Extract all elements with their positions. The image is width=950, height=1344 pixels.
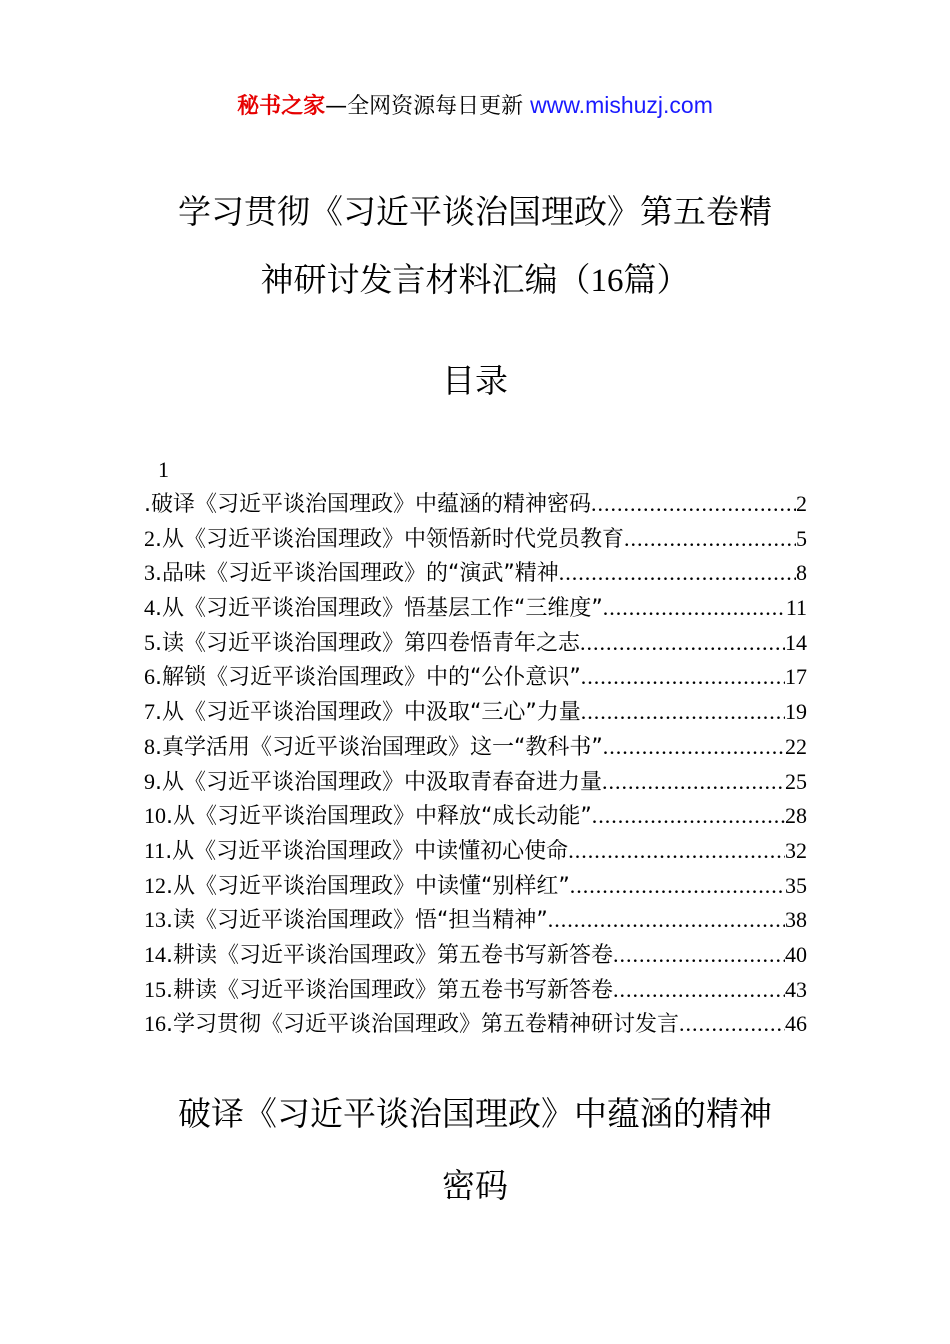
toc-entry-page: 25 bbox=[785, 768, 807, 794]
toc-entry[interactable] bbox=[144, 973, 807, 1008]
site-banner bbox=[0, 88, 950, 124]
toc-entry-title bbox=[144, 695, 581, 730]
toc-entry-page: 38 bbox=[785, 907, 807, 933]
toc-entry[interactable] bbox=[144, 765, 807, 800]
toc-entry-number: 8 bbox=[144, 733, 155, 759]
toc-entry-page: 17 bbox=[785, 664, 807, 690]
toc-entry-title bbox=[144, 938, 613, 973]
section-title-line-2: 密码 bbox=[442, 1166, 508, 1205]
toc-leader-dots bbox=[559, 556, 796, 591]
toc-entry-number: 12 bbox=[144, 872, 166, 898]
toc-entry-text: .耕读《习近平谈治国理政》第五卷书写新答卷 bbox=[166, 977, 613, 1003]
toc-entry[interactable] bbox=[144, 626, 807, 661]
toc-entry-text: .从《习近平谈治国理政》中读懂初心使命 bbox=[165, 838, 569, 864]
toc-entry-page: 14 bbox=[785, 629, 807, 655]
toc-entry-text: .耕读《习近平谈治国理政》第五卷书写新答卷 bbox=[166, 942, 613, 968]
toc-entry-page: 35 bbox=[785, 872, 807, 898]
toc-entry-title bbox=[144, 660, 581, 695]
toc-entry-title bbox=[144, 799, 592, 834]
toc-entry-title bbox=[144, 556, 559, 591]
toc-entry-text: .从《习近平谈治国理政》悟基层工作“三维度” bbox=[155, 596, 603, 622]
toc-entry-text: .读《习近平谈治国理政》悟“担当精神” bbox=[166, 908, 548, 934]
document-title bbox=[0, 178, 950, 315]
document-title-count: 16 bbox=[590, 263, 624, 299]
toc-first-number: 1 bbox=[158, 457, 169, 482]
toc-entry-number: 6 bbox=[144, 664, 155, 690]
toc-leader-dots bbox=[581, 695, 785, 730]
toc-entry-text: .学习贯彻《习近平谈治国理政》第五卷精神研讨发言 bbox=[166, 1012, 679, 1038]
brand-name: 秘书之家 bbox=[237, 94, 326, 119]
toc-entry[interactable] bbox=[144, 591, 807, 626]
toc-entry-page: 19 bbox=[785, 699, 807, 725]
toc-entry-page: 8 bbox=[796, 560, 807, 586]
toc-entry-text: .解锁《习近平谈治国理政》中的“公仆意识” bbox=[155, 665, 581, 691]
toc-leader-dots bbox=[679, 1007, 785, 1042]
site-url-link[interactable]: www.mishuzj.com bbox=[530, 92, 713, 118]
toc-entry-number: 10 bbox=[144, 803, 166, 829]
toc-entry[interactable] bbox=[144, 834, 807, 869]
toc-entry[interactable] bbox=[144, 522, 807, 557]
document-title-line-1: 学习贯彻《习近平谈治国理政》第五卷精 bbox=[178, 192, 772, 231]
toc-leader-dots bbox=[592, 799, 785, 834]
toc-entry[interactable] bbox=[144, 660, 807, 695]
document-title-line-2-text: 神研讨发言材料汇编（ bbox=[260, 260, 591, 299]
toc-entry-number: 11 bbox=[144, 837, 166, 863]
toc-entry-number: 16 bbox=[144, 1011, 166, 1037]
toc-entry-page: 2 bbox=[796, 491, 807, 516]
toc-leader-dots bbox=[613, 973, 785, 1008]
toc-entry-text: .从《习近平谈治国理政》中释放“成长动能” bbox=[166, 804, 592, 830]
toc-entry-number: 14 bbox=[144, 941, 166, 967]
toc-entry-number: 15 bbox=[144, 976, 166, 1002]
toc-leader-dots bbox=[568, 834, 785, 869]
toc-entry-page: 46 bbox=[785, 1011, 807, 1037]
toc-entry-number: 5 bbox=[144, 629, 155, 655]
toc-entry-text: .从《习近平谈治国理政》中汲取青春奋进力量 bbox=[155, 769, 602, 795]
toc-leader-dots bbox=[580, 626, 785, 661]
toc-leader-dots bbox=[603, 591, 786, 626]
toc-entry[interactable] bbox=[144, 869, 807, 904]
toc-entry-page: 22 bbox=[785, 733, 807, 759]
toc-entry-title bbox=[144, 522, 624, 557]
document-title-line-2-end: 篇） bbox=[623, 260, 690, 299]
toc-entry-title bbox=[144, 903, 548, 938]
toc-entry-page: 40 bbox=[785, 941, 807, 967]
toc-entry-number: 4 bbox=[144, 595, 155, 621]
toc-entry-text: .从《习近平谈治国理政》中汲取“三心”力量 bbox=[155, 700, 581, 726]
toc-entry-number: 9 bbox=[144, 768, 155, 794]
toc-entry[interactable] bbox=[144, 1007, 807, 1042]
toc-entry[interactable] bbox=[144, 556, 807, 591]
section-title-line-1: 破译《习近平谈治国理政》中蕴涵的精神 bbox=[178, 1094, 772, 1133]
toc-entry-text: .从《习近平谈治国理政》中领悟新时代党员教育 bbox=[155, 526, 624, 552]
toc-entry-title bbox=[144, 1007, 679, 1042]
toc-leader-dots bbox=[548, 903, 785, 938]
toc-entry-text: .品味《习近平谈治国理政》的“演武”精神 bbox=[155, 561, 559, 587]
toc-leader-dots bbox=[591, 487, 796, 522]
toc-entry[interactable] bbox=[144, 903, 807, 938]
toc-entry-page: 5 bbox=[796, 525, 807, 551]
toc-leader-dots bbox=[603, 730, 785, 765]
section-title bbox=[0, 1078, 950, 1222]
toc-entry-number: 3 bbox=[144, 560, 155, 586]
toc-leader-dots bbox=[570, 869, 785, 904]
toc-entry-title bbox=[144, 730, 603, 765]
toc-entry-number: 2 bbox=[144, 525, 155, 551]
toc-entry-page: 28 bbox=[785, 803, 807, 829]
toc-entry-title bbox=[144, 834, 568, 869]
document-title-line-2 bbox=[0, 246, 950, 315]
toc-entry-text: .从《习近平谈治国理政》中读懂“别样红” bbox=[166, 873, 570, 899]
toc-entry-page: 32 bbox=[785, 837, 807, 863]
table-of-contents bbox=[144, 487, 807, 1042]
toc-entry[interactable] bbox=[144, 730, 807, 765]
toc-leader-dots bbox=[624, 522, 796, 557]
toc-entry-title bbox=[144, 626, 580, 661]
toc-entry-number: 13 bbox=[144, 907, 166, 933]
toc-heading: 目录 bbox=[442, 361, 508, 400]
toc-entry-title bbox=[144, 488, 591, 522]
toc-entry[interactable] bbox=[144, 799, 807, 834]
toc-entry-title bbox=[144, 869, 570, 904]
toc-leader-dots bbox=[602, 765, 785, 800]
toc-entry-page: 11 bbox=[785, 595, 807, 621]
toc-entry-text: .真学活用《习近平谈治国理政》这一“教科书” bbox=[155, 734, 603, 760]
toc-entry-title bbox=[144, 591, 603, 626]
toc-leader-dots bbox=[613, 938, 785, 973]
toc-leader-dots bbox=[581, 660, 785, 695]
toc-entry-title bbox=[144, 973, 613, 1008]
toc-entry[interactable] bbox=[144, 695, 807, 730]
banner-tagline: —全网资源每日更新 bbox=[325, 94, 524, 119]
toc-entry-text: .破译《习近平谈治国理政》中蕴涵的精神密码 bbox=[144, 492, 591, 517]
toc-entry-page: 43 bbox=[785, 976, 807, 1002]
toc-entry-title bbox=[144, 765, 602, 800]
toc-entry-number: 7 bbox=[144, 699, 155, 725]
toc-entry[interactable] bbox=[144, 938, 807, 973]
toc-entry[interactable] bbox=[144, 487, 807, 522]
toc-entry-text: .读《习近平谈治国理政》第四卷悟青年之志 bbox=[155, 630, 580, 656]
